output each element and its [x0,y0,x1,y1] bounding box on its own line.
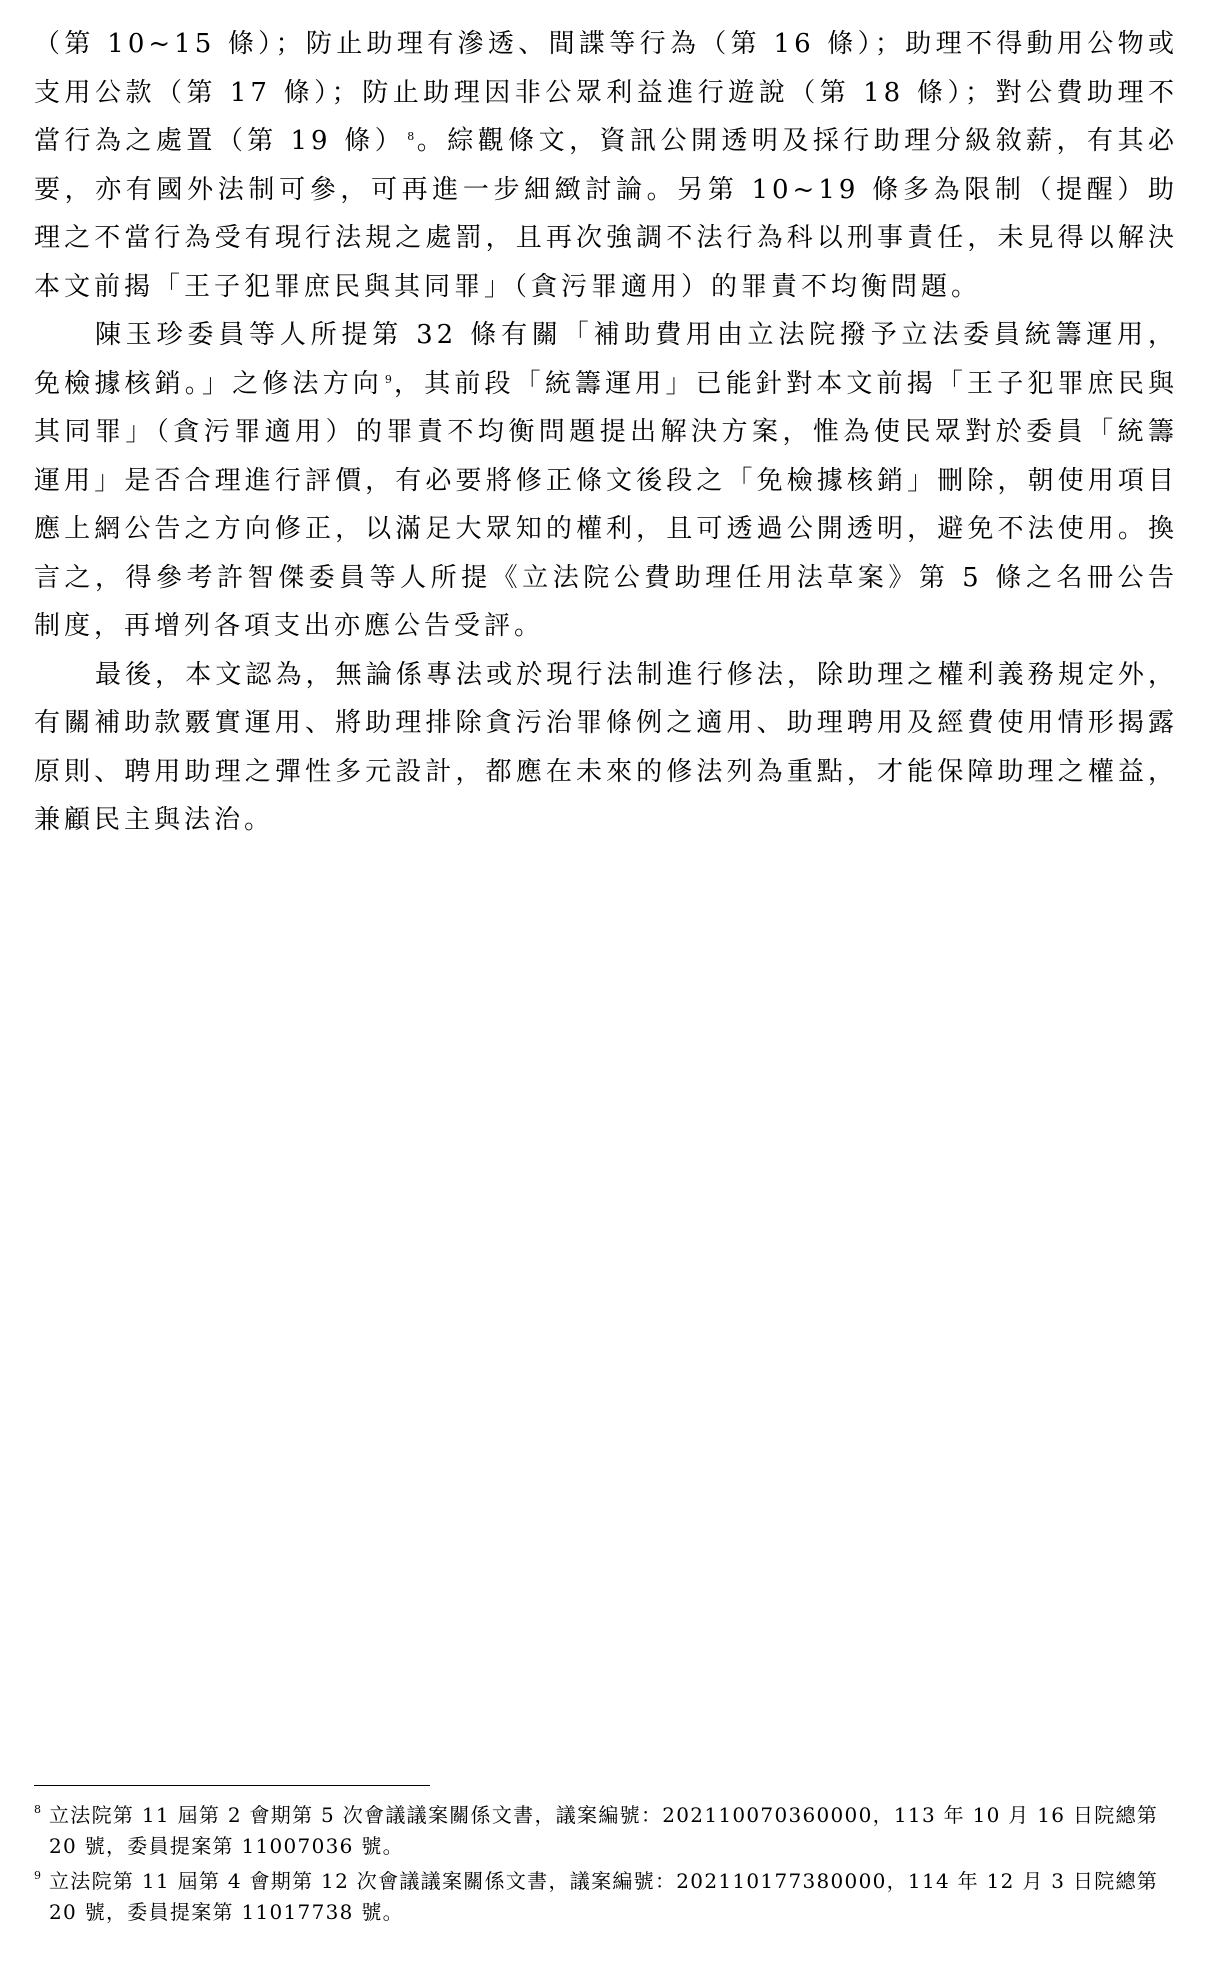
paragraph-2 [34,311,1178,651]
paragraph-1-part-b: 。綜觀條文，資訊公開透明及採行助理分級敘薪，有其必要，亦有國外法制可參，可再進一步細緻討論。另第 10~19 條多為限制（提醒）助理之不當行為受有現行法規之處罰，且再次強調不法行為科以刑事責任，未見得以解決本文前揭「王子犯罪庶民與其同罪」（貪污罪適用）的罪責不均衡問題。 [34,126,1178,302]
footnote-text: 立法院第 11 屆第 4 會期第 12 次會議議案關係文書，議案編號：202110177380000，114 年 12 月 3 日院總第 20 號，委員提案第 11017738 號。 [49,1869,1159,1924]
footnote-separator [34,1785,430,1786]
footnote-number: 9 [34,1869,41,1882]
paragraph-1-part-a: （第 10~15 條）；防止助理有滲透、間諜等行為（第 16 條）；助理不得動用公物或支用公款（第 17 條）；防止助理因非公眾利益進行遊說（第 18 條）；對公費助理不當行為之處置（第 19 條） [34,29,1178,156]
paragraph-3: 最後，本文認為，無論係專法或於現行法制進行修法，除助理之權利義務規定外，有關補助款覈實運用、將助理排除貪污治罪條例之適用、助理聘用及經費使用情形揭露原則、聘用助理之彈性多元設計，都應在未來的修法列為重點，才能保障助理之權益，兼顧民主與法治。 [34,659,1178,835]
footnote-text: 立法院第 11 屆第 2 會期第 5 次會議議案關係文書，議案編號：202110070360000，113 年 10 月 16 日院總第 20 號，委員提案第 11007036 號。 [49,1803,1159,1858]
footnote-ref-8[interactable]: 8 [407,130,415,143]
body-text [34,20,1178,845]
footnote-8 [34,1800,1178,1862]
footnotes [34,1800,1178,1932]
paragraph-1 [34,20,1178,311]
paragraph-2-part-b: ，其前段「統籌運用」已能針對本文前揭「王子犯罪庶民與其同罪」（貪污罪適用）的罪責不均衡問題提出解決方案，惟為使民眾對於委員「統籌運用」是否合理進行評價，有必要將修正條文後段之「免檢據核銷」刪除，朝使用項目應上網公告之方向修正，以滿足大眾知的權利，且可透過公開透明，避免不法使用。換言之，得參考許智傑委員等人所提《立法院公費助理任用法草案》第 5 條之名冊公告制度，再增列各項支出亦應公告受評。 [34,368,1178,641]
footnote-number: 8 [34,1803,41,1816]
footnote-9 [34,1866,1178,1928]
footnote-ref-9[interactable]: 9 [384,372,392,386]
paragraph-2-part-a: 陳玉珍委員等人所提第 32 條有關「補助費用由立法院撥予立法委員統籌運用，免檢據核銷。」之修法方向 [34,320,1178,399]
